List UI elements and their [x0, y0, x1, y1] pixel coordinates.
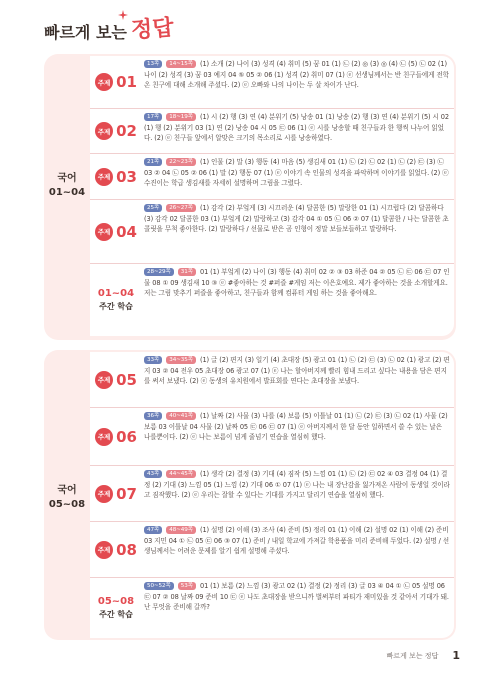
- topic-row-01: [90, 56, 454, 109]
- page-chip-secondary: 31쪽: [178, 268, 196, 276]
- section-label-subject: 국어: [57, 173, 77, 184]
- page-chip-secondary: 18~19쪽: [166, 113, 196, 121]
- topic-badge: 주제: [95, 485, 113, 503]
- page-title-part2: 정답: [130, 15, 175, 44]
- topic-row-07: [90, 466, 454, 522]
- answer-text: [142, 200, 454, 263]
- page-chip: 28~29쪽: [144, 268, 174, 276]
- sparkle-icon: [118, 10, 128, 20]
- page-chip: 43쪽: [144, 470, 162, 478]
- topic-heading: [90, 466, 142, 521]
- page-chip: 17쪽: [144, 113, 162, 121]
- answer-content: (1) 설명 (2) 이해 (3) 조사 (4) 준비 (5) 정리 01 (1) 이해 (2) 설명 02 (1) 이해 (2) 준비 03 지민 04 ① ㉡ 05 ㉢ 06 ③ 07 (1) 준비 / 내일 학교에 가져갈 학용품을 미리 준비해 두었다. (2) 설명 / 선생님께서는 어려운 문제를 알기 쉽게 설명해 주셨다.: [144, 526, 450, 556]
- answer-content: 01 (1) 보름 (2) 느낌 (3) 광고 02 (1) 결정 (2) 정리 (3) 글 03 ④ 04 ① ㉡ 05 설명 06 ㉢ 07 ② 08 날짜 09 준비 10 ㉢ ⓔ 나도 초대장을 받으니까 벌써부터 파티가 재미있을 것 같아서 기대가 돼. 난 무엇을 준비해 갈까?: [144, 582, 449, 612]
- topic-badge: 주제: [95, 122, 113, 140]
- answer-content: (1) 날짜 (2) 사물 (3) 나를 (4) 보름 (5) 이틀날 01 (1) ㉡ (2) ㉢ (3) ㉡ 02 (1) 사물 (2) 보름 03 이틀날 04 사물 (2) 날짜 05 ㉢ 06 ㉢ 07 (1) ⓔ 아버지께서 한 달 동안 일하면서 쓸 수 있는 날은 나를뿐이다. (2) ⓔ 나는 보름이 넘게 줄넘기 연습을 열심히 했다.: [144, 412, 448, 442]
- answer-text: [142, 109, 454, 153]
- answer-text: [142, 408, 454, 465]
- page-title-part1: 빠르게 보는: [44, 23, 127, 42]
- page-chip: 50~52쪽: [144, 582, 174, 590]
- page-chip: 33쪽: [144, 356, 162, 364]
- answer-text: [142, 578, 454, 638]
- weekly-review-row: [90, 264, 454, 336]
- page-chip-secondary: 14~15쪽: [166, 60, 196, 68]
- answer-content: (1) 시 (2) 행 (3) 연 (4) 분위기 (5) 낭송 01 (1) 낭송 (2) 행 (3) 연 (4) 분위기 (5) 시 02 (1) 행 (2) 분위기 03 (1) 연 (2) 낭송 04 시 05 ㉢ 06 (1) ⓔ 시를 낭송할 때 친구들과 한 행씩 나누어 읽었다. (2) ⓔ 친구들 앞에서 알맞은 크기의 목소리로 시를 낭송하였다.: [144, 113, 449, 143]
- topic-row-03: [90, 154, 454, 200]
- page-chip: 36쪽: [144, 412, 162, 420]
- page-chip-secondary: 34~35쪽: [166, 356, 196, 364]
- answer-content: (1) 글 (2) 편지 (3) 일기 (4) 초대장 (5) 광고 01 (1) ㉡ (2) ㉢ (3) ㉡ 02 (1) 광고 (2) 편지 03 ② 04 전우 05 초대장 06 광고 07 (1) ⓔ 나는 할아버지께 빨리 힘내 드리고 싶다는 내용을 담은 편지를 써서 보냈다. (2) ⓔ 동생의 유치원에서 발표회를 연다는 초대장을 보냈다.: [144, 356, 450, 386]
- weekly-review-range: 01~04: [97, 288, 135, 299]
- answer-text: [142, 466, 454, 521]
- topic-badge: 주제: [95, 428, 113, 446]
- topic-number: 07: [116, 484, 137, 503]
- topic-number: 01: [116, 73, 137, 91]
- section-label: [44, 484, 90, 512]
- topic-number: 06: [116, 427, 137, 446]
- topic-row-06: [90, 408, 454, 466]
- weekly-review-heading: [90, 264, 142, 336]
- topic-row-04: [90, 200, 454, 264]
- topic-heading: [90, 56, 142, 108]
- page-chip-secondary: 40~41쪽: [166, 412, 196, 420]
- section-label-range: 01~04: [48, 187, 86, 198]
- page-chip: 47쪽: [144, 526, 162, 534]
- topic-heading: [90, 154, 142, 199]
- answer-text: [142, 154, 454, 199]
- page-chip-secondary: 53쪽: [178, 582, 196, 590]
- topic-badge: 주제: [95, 223, 113, 241]
- topic-badge: 주제: [95, 168, 113, 186]
- topic-number: 02: [116, 122, 137, 140]
- page-chip: 21쪽: [144, 158, 162, 166]
- weekly-review-label: 주간 학습: [99, 302, 133, 311]
- answer-content: (1) 소개 (2) 나이 (3) 성격 (4) 취미 (5) 꿈 01 (1) ㉡ (2) ◎ (3) ◎ (4) ㉡ (5) ㉡ 02 (1) 나이 (2) 성격 (3) 꿈 03 예지 04 ⑤ 05 ② 06 (1) 성격 (2) 취미 07 (1) ⓔ 선생님께서는 반 친구들에게 전학 온 친구에 대해 소개해 주셨다. (2) ⓔ 오빠와 나의 나이는 두 살 차이가 난다.: [144, 60, 449, 90]
- topic-heading: [90, 522, 142, 577]
- weekly-review-label: 주간 학습: [99, 610, 133, 619]
- answer-content: (1) 생각 (2) 결정 (3) 기대 (4) 짐작 (5) 느낌 01 (1) ㉡ (2) ㉢ 02 ④ 03 결정 04 (1) 결정 (2) 기대 (3) 느낌 05 (1) 느낌 (2) 기대 06 ① 07 (1) ⓔ 나는 내 장난감을 잃가져온 사람이 동생일 것이라고 짐작했다. (2) ⓔ 우리는 잘할 수 있다는 기대를 가지고 달리기 연습을 열심히 했다.: [144, 470, 450, 500]
- topic-number: 03: [116, 167, 137, 186]
- page-chip-secondary: 22~23쪽: [166, 158, 196, 166]
- answer-text: [142, 522, 454, 577]
- page-footer: [387, 649, 460, 662]
- topic-badge: 주제: [95, 371, 113, 389]
- page-number: 1: [452, 649, 460, 662]
- answer-rows: [90, 56, 454, 336]
- topic-row-05: [90, 352, 454, 408]
- page-chip: 13쪽: [144, 60, 162, 68]
- topic-heading: [90, 109, 142, 153]
- topic-number: 05: [116, 370, 137, 389]
- weekly-review-range: 05~08: [97, 596, 135, 607]
- page-chip-secondary: 48~49쪽: [166, 526, 196, 534]
- answer-content: (1) 인물 (2) 말 (3) 행동 (4) 마음 (5) 생김새 01 (1) ㉡ (2) ㉡ 02 (1) ㉡ (2) ㉢ (3) ㉡ 03 ② 04 ㉡ 05 ② 06 (1) 말 (2) 행동 07 (1) ⓔ 이야기 속 인물의 성격을 파악하며 이야기를 읽었다. (2) ⓔ 수진이는 학급 생김새를 자세히 설명하며 그림을 그렸다.: [144, 158, 449, 188]
- page-chip: 25쪽: [144, 204, 162, 212]
- topic-heading: [90, 408, 142, 465]
- weekly-review-row: [90, 578, 454, 638]
- topic-badge: 주제: [95, 73, 113, 91]
- answer-text: [142, 56, 454, 108]
- topic-row-02: [90, 109, 454, 154]
- weekly-review-heading: [90, 578, 142, 638]
- answer-rows: [90, 352, 454, 638]
- section-korean-01-04: [44, 54, 456, 340]
- answer-text: [142, 352, 454, 407]
- section-label: [44, 172, 90, 200]
- answer-content: (1) 감각 (2) 부엌게 (3) 시끄러운 (4) 달콤한 (5) 말랑한 01 (1) 시끄럽다 (2) 달콤하다 (3) 감각 02 달콤한 03 (1) 부엌게 (2) 말랑하고 (3) 감각 04 ① 05 ㉡ 06 ② 07 (1) 달콤한 / 나는 달콤한 초콜릿을 무척 좋아한다. (2) 말랑하다 / 선물로 받은 곰 인형이 정말 보들보들하고 말랑하다.: [144, 204, 449, 234]
- section-label-range: 05~08: [48, 499, 86, 510]
- topic-number: 04: [116, 222, 137, 241]
- page-title: [44, 12, 173, 43]
- topic-row-08: [90, 522, 454, 578]
- footer-text: 빠르게 보는 정답: [386, 651, 439, 660]
- page-chip-secondary: 44~45쪽: [166, 470, 196, 478]
- topic-number: 08: [116, 540, 137, 559]
- page-chip-secondary: 26~27쪽: [166, 204, 196, 212]
- section-label-subject: 국어: [57, 485, 77, 496]
- topic-heading: [90, 352, 142, 407]
- section-korean-05-08: [44, 350, 456, 640]
- answer-text: [142, 264, 454, 336]
- answer-content: 01 (1) 부엌게 (2) 나이 (3) 행동 (4) 취미 02 ② ③ 03 하준 04 ② 05 ㉡ ㉢ 06 ㉢ 07 인물 08 ① 09 생김새 10 ③ ⓔ #좋아하는 것 #퍼즐 #게임 저는 이은호예요. 제가 좋아하는 것을 소개할게요. 저는 그림 맞추기 퍼즐을 좋아하고, 친구들과 함께 컴퓨터 게임 하는 것을 좋아해요.: [144, 268, 450, 298]
- topic-badge: 주제: [95, 541, 113, 559]
- topic-heading: [90, 200, 142, 263]
